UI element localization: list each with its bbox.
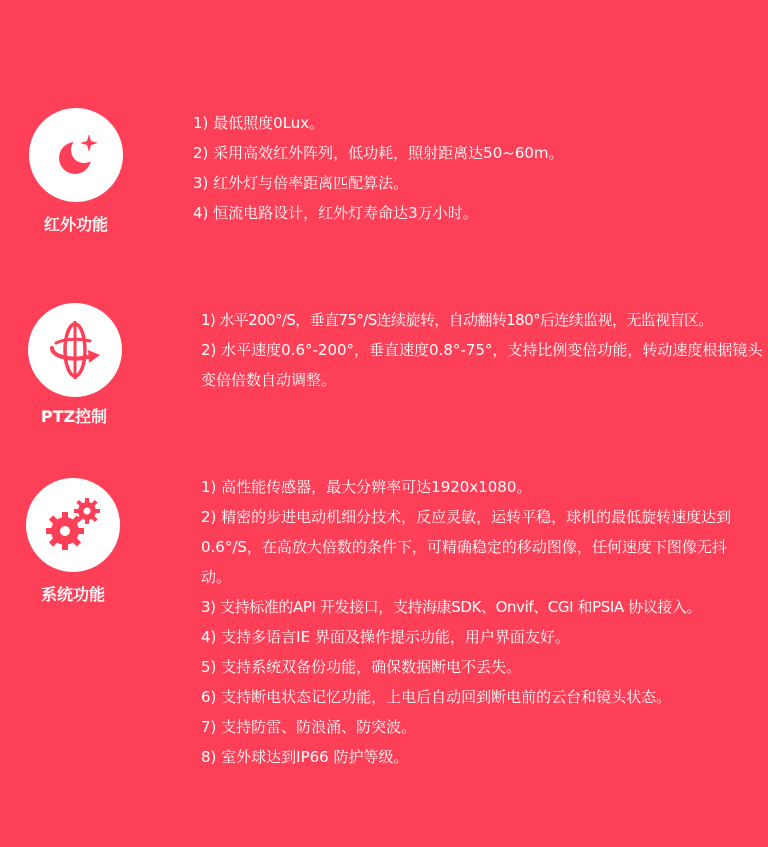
list-item: 1) 最低照度0Lux。 xyxy=(193,114,325,132)
list-item: 1) 水平200°/S，垂直75°/S连续旋转，自动翻转180°后连续监视，无监视盲区。 xyxy=(201,311,713,329)
list-item: 2) 采用高效红外阵列，低功耗，照射距离达50~60m。 xyxy=(193,144,564,162)
list-item: 1) 高性能传感器，最大分辨率可达1920x1080。 xyxy=(201,478,532,496)
list-item: 7) 支持防雷、防浪涌、防突波。 xyxy=(201,718,417,736)
section-title: PTZ控制 xyxy=(40,407,108,426)
section-title: 系统功能 xyxy=(40,585,105,604)
gears-icon xyxy=(41,493,105,557)
list-item: 2) 精密的步进电动机细分技术，反应灵敏，运转平稳，球机的最低旋转速度达到0.6°/S，在高放大倍数的条件下，可精确稳定的移动图像，任何速度下图像无抖动。 xyxy=(201,508,732,586)
list-item: 4) 支持多语言IE 界面及操作提示功能，用户界面友好。 xyxy=(201,628,570,646)
list-item: 8) 室外球达到IP66 防护等级。 xyxy=(201,748,409,766)
list-item: 2) 水平速度0.6°-200°，垂直速度0.8°-75°，支持比例变倍功能，转动速度根据镜头变倍倍数自动调整。 xyxy=(201,341,763,389)
list-item: 4) 恒流电路设计，红外灯寿命达3万小时。 xyxy=(193,204,478,222)
list-item: 3) 红外灯与倍率距离匹配算法。 xyxy=(193,174,409,192)
list-item: 5) 支持系统双备份功能，确保数据断电不丢失。 xyxy=(201,658,522,676)
system-icon-circle xyxy=(26,478,120,572)
list-item: 3) 支持标准的API 开发接口，支持海康SDK、Onvif、CGI 和PSIA 协议接入。 xyxy=(201,598,702,616)
feature-list xyxy=(201,472,749,772)
list-item: 6) 支持断电状态记忆功能，上电后自动回到断电前的云台和镜头状态。 xyxy=(201,688,672,706)
section-title: 红外功能 xyxy=(43,215,108,234)
